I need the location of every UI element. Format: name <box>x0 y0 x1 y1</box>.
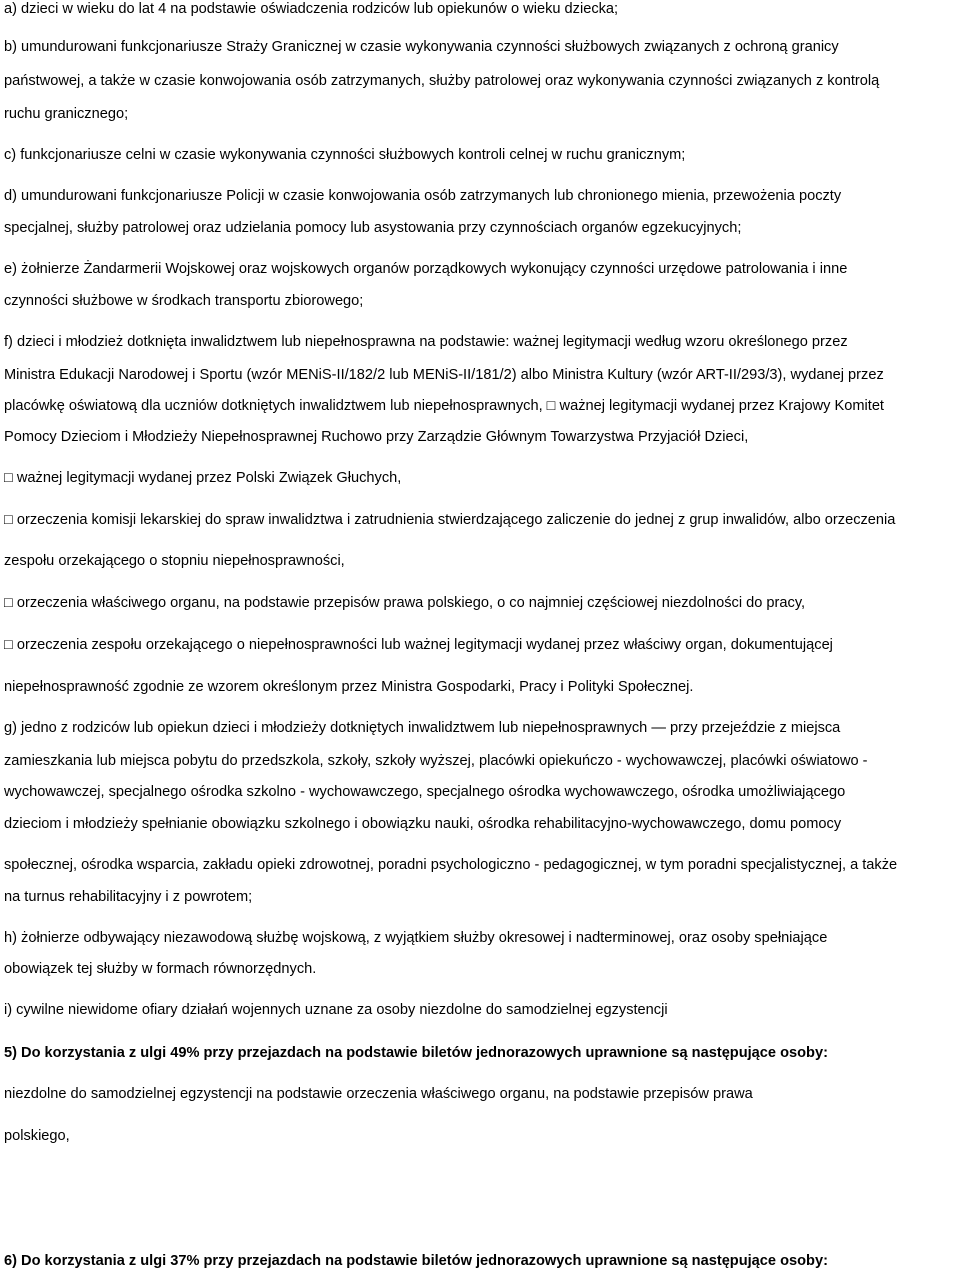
item-f-bullet-organ: □ orzeczenia właściwego organu, na podstawie przepisów prawa polskiego, o co najmniej częściowej niezdolności do pracy, <box>4 595 806 611</box>
item-h-text-line1: h) żołnierze odbywający niezawodową służbę wojskową, z wyjątkiem służby okresowej i nadterminowej, oraz osoby spełniające <box>4 930 828 946</box>
section-5-text-line1: niezdolne do samodzielnej egzystencji na podstawie orzeczenia właściwego organu, na podstawie przepisów prawa <box>4 1086 753 1102</box>
item-f-bullet-zespol-line2: niepełnosprawność zgodnie ze wzorem określonym przez Ministra Gospodarki, Pracy i Polityki Społecznej. <box>4 679 694 695</box>
section-6-heading: 6) Do korzystania z ulgi 37% przy przejazdach na podstawie biletów jednorazowych uprawnione są następujące osoby: <box>4 1253 828 1269</box>
item-c-text: c) funkcjonariusze celni w czasie wykonywania czynności służbowych kontroli celnej w ruchu granicznym; <box>4 147 686 163</box>
item-f-bullet-komisja-line2: zespołu orzekającego o stopniu niepełnosprawności, <box>4 553 345 569</box>
item-d-text-line2: specjalnej, służby patrolowej oraz udzielania pomocy lub asystowania przy czynnościach organów egzekucyjnych; <box>4 220 742 236</box>
item-d-text-line1: d) umundurowani funkcjonariusze Policji w czasie konwojowania osób zatrzymanych lub chronionego mienia, przewożenia poczty <box>4 188 842 204</box>
item-f-bullet-glucharze: □ ważnej legitymacji wydanej przez Polski Związek Głuchych, <box>4 470 402 486</box>
item-g-text-line1: g) jedno z rodziców lub opiekun dzieci i młodzieży dotkniętych inwalidztwem lub niepełnosprawnych — przy przejeździe z miejsca <box>4 720 841 736</box>
item-i-text: i) cywilne niewidome ofiary działań wojennych uznane za osoby niezdolne do samodzielnej egzystencji <box>4 1002 668 1018</box>
item-g-text-line3: wychowawczej, specjalnego ośrodka szkolno - wychowawczego, specjalnego ośrodka wychowawczego, ośrodka umożliwiającego <box>4 784 846 800</box>
item-f-bullet-zespol-line1: □ orzeczenia zespołu orzekającego o niepełnosprawności lub ważnej legitymacji wydanej przez właściwy organ, dokumentującej <box>4 637 833 653</box>
item-g-text-line5: społecznej, ośrodka wsparcia, zakładu opieki zdrowotnej, poradni psychologiczno - pedagogicznej, w tym poradni specjalistycznej, a także <box>4 857 898 873</box>
item-f-bullet-komisja-line1: □ orzeczenia komisji lekarskiej do spraw inwalidztwa i zatrudnienia stwierdzającego zaliczenie do jednej z grup inwalidów, albo orzeczenia <box>4 512 896 528</box>
item-e-text-line2: czynności służbowe w środkach transportu zbiorowego; <box>4 293 364 309</box>
item-b-text-line3: ruchu granicznego; <box>4 106 129 122</box>
item-g-text-line2: zamieszkania lub miejsca pobytu do przedszkola, szkoły, szkoły wyższej, placówki opiekuńczo - wychowawczej, placówki oświatowo - <box>4 753 868 769</box>
item-f-text-line4: Pomocy Dzieciom i Młodzieży Niepełnosprawnej Ruchowo przy Zarządzie Głównym Towarzystwa Przyjaciół Dzieci, <box>4 429 749 445</box>
item-e-text-line1: e) żołnierze Żandarmerii Wojskowej oraz wojskowych organów porządkowych wykonujący czynności urzędowe patrolowania i inne <box>4 261 848 277</box>
item-b-text-line2: państwowej, a także w czasie konwojowania osób zatrzymanych, służby patrolowej oraz wykonywania czynności związanych z kontrolą <box>4 73 880 89</box>
item-f-text-line1: f) dzieci i młodzież dotknięta inwalidztwem lub niepełnosprawna na podstawie: ważnej legitymacji według wzoru określonego przez <box>4 334 848 350</box>
item-a-text: a) dzieci w wieku do lat 4 na podstawie oświadczenia rodziców lub opiekunów o wieku dziecka; <box>4 1 619 17</box>
section-5-text-line2: polskiego, <box>4 1128 70 1144</box>
item-f-text-line2: Ministra Edukacji Narodowej i Sportu (wzór MENiS-II/182/2 lub MENiS-II/181/2) albo Ministra Kultury (wzór ART-II/293/3), wydanej przez <box>4 367 884 383</box>
item-b-text-line1: b) umundurowani funkcjonariusze Straży Granicznej w czasie wykonywania czynności służbowych związanych z ochroną granicy <box>4 39 839 55</box>
section-5-heading: 5) Do korzystania z ulgi 49% przy przejazdach na podstawie biletów jednorazowych uprawnione są następujące osoby: <box>4 1045 828 1061</box>
item-h-text-line2: obowiązek tej służby w formach równorzędnych. <box>4 961 317 977</box>
item-g-text-line6: na turnus rehabilitacyjny i z powrotem; <box>4 889 253 905</box>
item-f-text-line3: placówkę oświatową dla uczniów dotkniętych inwalidztwem lub niepełnosprawnych, □ ważnej legitymacji wydanej przez Krajowy Komitet <box>4 398 884 414</box>
item-g-text-line4: dzieciom i młodzieży spełnianie obowiązku szkolnego i obowiązku nauki, ośrodka rehabilitacyjno-wychowawczego, domu pomocy <box>4 816 842 832</box>
